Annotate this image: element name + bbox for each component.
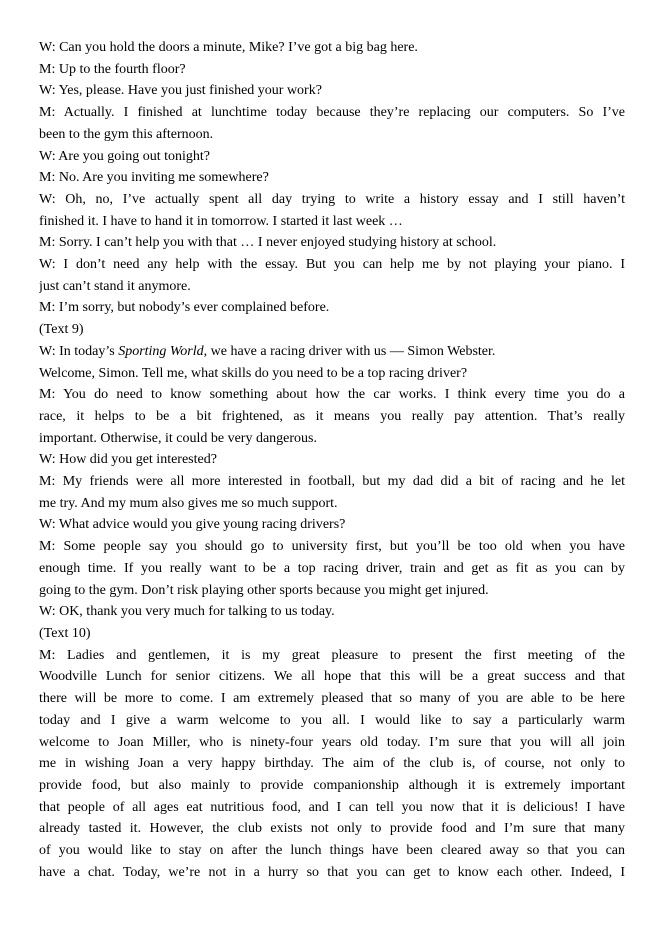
transcript-line: M: No. Are you inviting me somewhere? (39, 170, 269, 186)
transcript-line: me in wishing Joan a very happy birthday. The aim of the club is, of course, not only to (39, 756, 625, 772)
transcript-line: already tasted it. However, the club exists not only to provide food and I’m sure that many (39, 821, 625, 837)
transcript-line: finished it. I have to hand it in tomorrow. I started it last week … (39, 213, 403, 229)
transcript-line: me try. And my mum also gives me so much support. (39, 495, 338, 511)
transcript-line: W: I don’t need any help with the essay. But you can help me by not playing your piano. I (39, 257, 625, 273)
transcript-line: there will be more to come. I am extremely pleased that so many of you are able to be here (39, 691, 625, 707)
transcript-line: M: Ladies and gentlemen, it is my great pleasure to present the first meeting of the (39, 647, 625, 663)
transcript-line: W: Are you going out tonight? (39, 148, 210, 164)
transcript-line: W: Oh, no, I’ve actually spent all day trying to write a history essay and I still haven’t (39, 191, 625, 207)
transcript-line: enough time. If you really want to be a top racing driver, train and get as fit as you can by (39, 560, 625, 576)
transcript-line: W: How did you get interested? (39, 452, 217, 468)
transcript-line: going to the gym. Don’t risk playing other sports because you might get injured. (39, 582, 489, 598)
line-segment: , we have a racing driver with us — Simon Webster. (203, 343, 496, 359)
transcript-line: have a chat. Today, we’re not in a hurry so that you can get to know each other. Indeed, I (39, 864, 625, 880)
transcript-line: Woodville Lunch for senior citizens. We all hope that this will be a great success and that (39, 669, 625, 685)
transcript-line: W: What advice would you give young racing drivers? (39, 517, 346, 533)
transcript-line: race, it helps to be a bit frightened, as it means you really pay attention. That’s really (39, 408, 625, 424)
transcript-line: provide food, but also mainly to provide companionship although it is extremely important (39, 777, 625, 793)
program-title: Sporting World (118, 343, 204, 359)
transcript-line: Welcome, Simon. Tell me, what skills do you need to be a top racing driver? (39, 365, 468, 381)
transcript-line: been to the gym this afternoon. (39, 126, 214, 142)
transcript-line: W: Yes, please. Have you just finished your work? (39, 83, 322, 99)
transcript-line: M: I’m sorry, but nobody’s ever complained before. (39, 300, 330, 316)
transcript-line: just can’t stand it anymore. (39, 278, 191, 294)
transcript-line: (Text 10) (39, 625, 91, 641)
transcript-line: M: My friends were all more interested in football, but my dad did a bit of racing and he let (39, 474, 625, 490)
transcript-line: that people of all ages eat nutritious food, and I can tell you now that it is delicious! I have (39, 799, 625, 815)
transcript-line: welcome to Joan Miller, who is ninety-four years old today. I’m sure that you will all join (39, 734, 625, 750)
transcript-line: of you would like to stay on after the lunch things have been cleared away so that you can (39, 843, 625, 859)
transcript-line: M: You do need to know something about how the car works. I think every time you do a (39, 387, 625, 403)
transcript-line: M: Some people say you should go to university first, but you’ll be too old when you have (39, 539, 625, 555)
transcript-line: today and I give a warm welcome to you all. I would like to say a particularly warm (39, 712, 625, 728)
transcript-line (39, 341, 625, 363)
line-segment: W: In today’s (39, 343, 119, 359)
transcript-line: M: Up to the fourth floor? (39, 61, 186, 77)
transcript-line: W: Can you hold the doors a minute, Mike? I’ve got a big bag here. (39, 40, 418, 55)
document-page (39, 37, 625, 883)
transcript-line: M: Actually. I finished at lunchtime today because they’re replacing our computers. So I’ve (39, 105, 625, 121)
transcript-line: M: Sorry. I can’t help you with that … I never enjoyed studying history at school. (39, 235, 497, 251)
transcript-line: W: OK, thank you very much for talking to us today. (39, 604, 335, 620)
transcript-line: (Text 9) (39, 322, 84, 338)
transcript-line: important. Otherwise, it could be very dangerous. (39, 430, 317, 446)
